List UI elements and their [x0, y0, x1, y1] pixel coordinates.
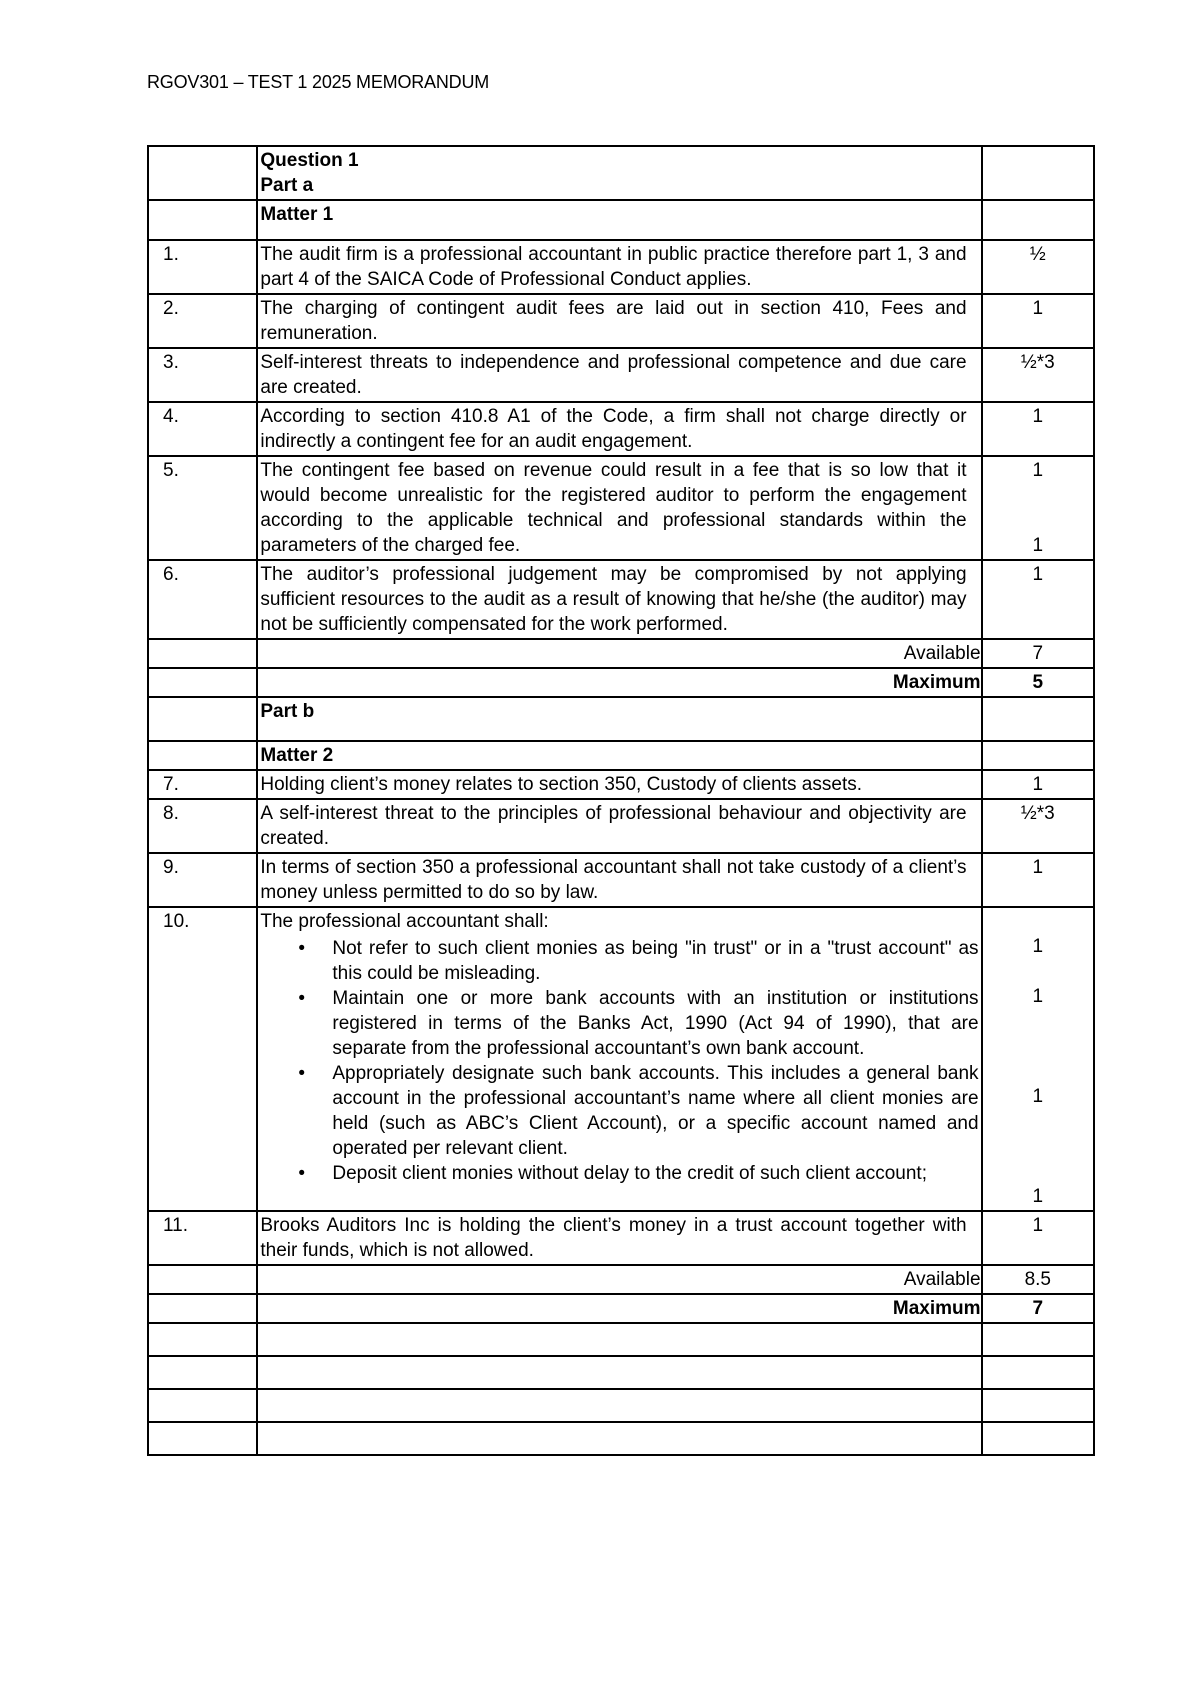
row-text: The auditor’s professional judgement may be compromised by not applying sufficient resources to the audit as a result of knowing that he/she (the auditor) may not be sufficiently compensated for the work performed. [257, 560, 981, 639]
row-text: Holding client’s money relates to section 350, Custody of clients assets. [257, 770, 981, 799]
table-row [148, 560, 1094, 639]
bullet-icon: • [298, 938, 306, 959]
num-cell [148, 200, 257, 240]
row-mark: 1 [982, 294, 1094, 348]
table-row [148, 348, 1094, 402]
table-row [148, 1211, 1094, 1265]
question-heading-cell [257, 146, 981, 200]
empty-row [148, 1422, 1094, 1455]
row-text [257, 907, 981, 1211]
list-item-text: Appropriately designate such bank accounts. This includes a general bank account in the professional accountant’s name where all client monies are held (such as ABC’s Client Account), or a specific account named and operated per relevant client. [332, 1063, 979, 1159]
list-item [298, 936, 979, 986]
mark-cell [982, 146, 1094, 200]
bullet-icon: • [298, 1063, 306, 1084]
num-cell [148, 741, 257, 770]
available-row [148, 639, 1094, 668]
row-number: 2. [148, 294, 257, 348]
num-cell [148, 1265, 257, 1294]
row-mark: ½*3 [982, 799, 1094, 853]
row-number: 1. [148, 240, 257, 294]
available-value: 8.5 [982, 1265, 1094, 1294]
table-row [148, 240, 1094, 294]
row-text: The audit firm is a professional accountant in public practice therefore part 1, 3 and part 4 of the SAICA Code of Professional Conduct applies. [257, 240, 981, 294]
mark-cell [982, 200, 1094, 240]
available-value: 7 [982, 639, 1094, 668]
maximum-label: Maximum [257, 1294, 981, 1323]
bullet-mark: 1 [1032, 1186, 1044, 1207]
maximum-value: 7 [982, 1294, 1094, 1323]
maximum-row [148, 1294, 1094, 1323]
matter-1-row [148, 200, 1094, 240]
table-row [148, 907, 1094, 1211]
row-text: Self-interest threats to independence and professional competence and due care are created. [257, 348, 981, 402]
table-row [148, 402, 1094, 456]
matter-2-row [148, 741, 1094, 770]
list-item [298, 1061, 979, 1161]
row-mark: ½*3 [982, 348, 1094, 402]
mark-cell [982, 741, 1094, 770]
row-number: 6. [148, 560, 257, 639]
list-item-text: Not refer to such client monies as being "in trust" or in a "trust account" as this could be misleading. [332, 938, 979, 984]
matter-1-title: Matter 1 [257, 200, 981, 240]
maximum-label: Maximum [257, 668, 981, 697]
maximum-value: 5 [982, 668, 1094, 697]
row-number: 8. [148, 799, 257, 853]
row-mark: 1 [982, 770, 1094, 799]
table-row [148, 853, 1094, 907]
empty-row [148, 1323, 1094, 1356]
bullet-mark: 1 [1032, 986, 1044, 1007]
row-number: 4. [148, 402, 257, 456]
maximum-row [148, 668, 1094, 697]
num-cell [148, 668, 257, 697]
row-mark: 1 [982, 853, 1094, 907]
available-label: Available [257, 1265, 981, 1294]
table-row [148, 770, 1094, 799]
question-heading-row [148, 146, 1094, 200]
part-b-title: Part b [257, 697, 981, 741]
row-number: 5. [148, 456, 257, 560]
bullet-mark: 1 [1032, 1086, 1044, 1107]
row-mark [982, 907, 1094, 1211]
row-text: The charging of contingent audit fees are laid out in section 410, Fees and remuneration. [257, 294, 981, 348]
row-number: 11. [148, 1211, 257, 1265]
row-text: Brooks Auditors Inc is holding the client’s money in a trust account together with their funds, which is not allowed. [257, 1211, 981, 1265]
num-cell [148, 1294, 257, 1323]
row-text: In terms of section 350 a professional accountant shall not take custody of a client’s money unless permitted to do so by law. [257, 853, 981, 907]
row-mark-second: 1 [1032, 535, 1044, 556]
document-header: RGOV301 – TEST 1 2025 MEMORANDUM [147, 72, 490, 92]
row-mark: 1 [982, 560, 1094, 639]
list-item [298, 1161, 978, 1186]
memorandum-table [147, 145, 1095, 1456]
bullet-mark: 1 [1032, 936, 1044, 957]
num-cell [148, 146, 257, 200]
part-a-title: Part a [260, 175, 314, 196]
table-row [148, 456, 1094, 560]
row-number: 9. [148, 853, 257, 907]
row-text: A self-interest threat to the principles of professional behaviour and objectivity are created. [257, 799, 981, 853]
row-mark: ½ [982, 240, 1094, 294]
row-mark [982, 456, 1094, 560]
num-cell [148, 697, 257, 741]
row-mark: 1 [982, 402, 1094, 456]
num-cell [148, 639, 257, 668]
list-item [298, 986, 979, 1061]
row-intro: The professional accountant shall: [260, 911, 549, 932]
mark-cell [982, 697, 1094, 741]
row-mark-first: 1 [1032, 460, 1044, 481]
table-row [148, 294, 1094, 348]
list-item-text: Deposit client monies without delay to the credit of such client account; [332, 1163, 927, 1184]
available-label: Available [257, 639, 981, 668]
bullet-icon: • [298, 1163, 306, 1184]
empty-row [148, 1389, 1094, 1422]
row-text: According to section 410.8 A1 of the Code, a firm shall not charge directly or indirectly a contingent fee for an audit engagement. [257, 402, 981, 456]
bullet-list [260, 936, 978, 1186]
table-row [148, 799, 1094, 853]
empty-row [148, 1356, 1094, 1389]
row-mark: 1 [982, 1211, 1094, 1265]
question-title: Question 1 [260, 150, 359, 171]
matter-2-title: Matter 2 [257, 741, 981, 770]
row-number: 3. [148, 348, 257, 402]
row-text: The contingent fee based on revenue could result in a fee that is so low that it would become unrealistic for the registered auditor to perform the engagement according to the applicable technical and professional standards within the parameters of the charged fee. [257, 456, 981, 560]
available-row [148, 1265, 1094, 1294]
list-item-text: Maintain one or more bank accounts with an institution or institutions registered in terms of the Banks Act, 1990 (Act 94 of 1990), that are separate from the professional accountant’s own bank account. [332, 988, 979, 1059]
part-b-row [148, 697, 1094, 741]
row-number: 10. [148, 907, 257, 1211]
row-number: 7. [148, 770, 257, 799]
bullet-icon: • [298, 988, 306, 1009]
